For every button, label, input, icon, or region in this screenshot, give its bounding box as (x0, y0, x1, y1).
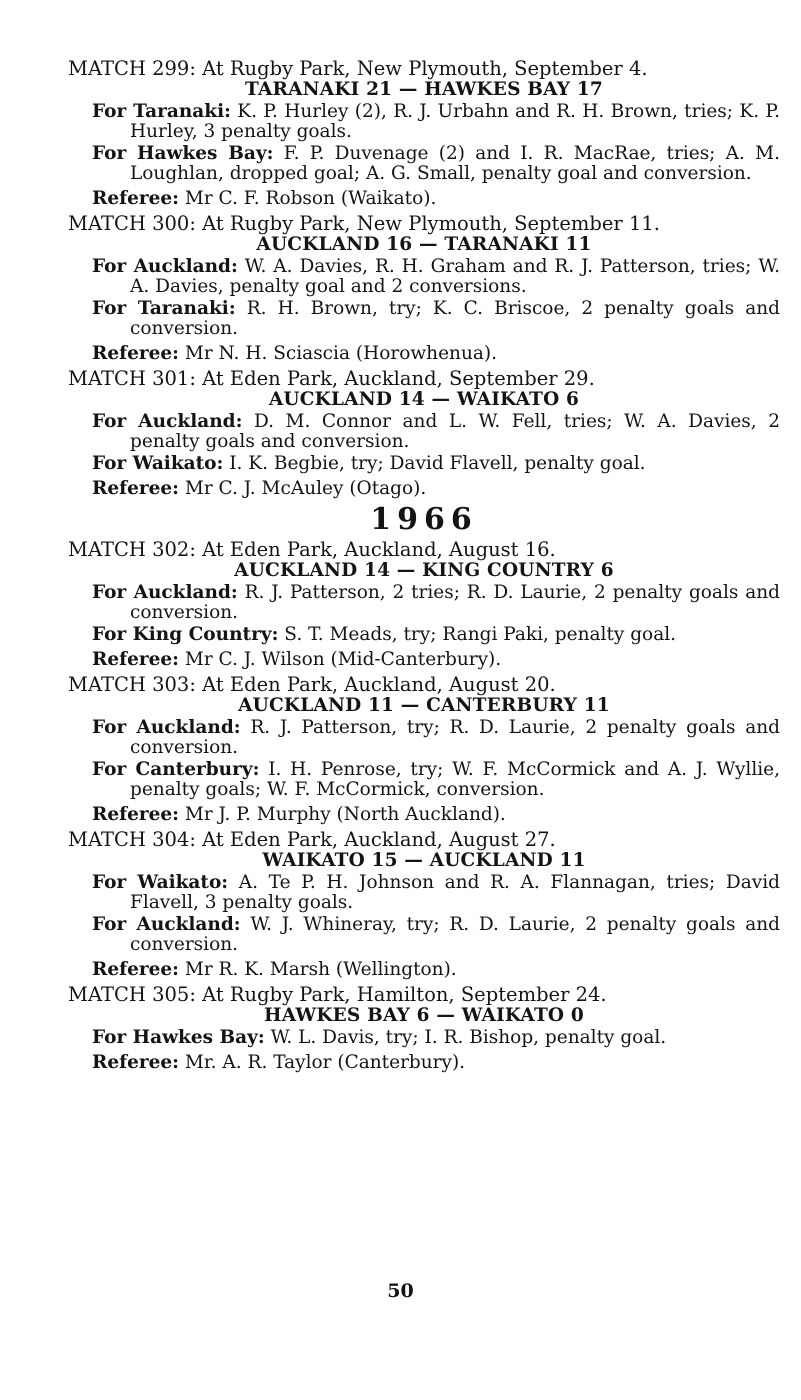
team-scorers (92, 759, 780, 800)
team-detail: W. L. Davis, try; I. R. Bishop, penalty goal. (264, 1027, 667, 1048)
match-heading: MATCH 301: At Eden Park, Auckland, September 29. (68, 367, 595, 390)
document-page (68, 58, 780, 1077)
match-300 (68, 213, 780, 364)
match-score: TARANAKI 21 — HAWKES BAY 17 (245, 79, 603, 100)
team-detail: I. H. Penrose, try; W. F. McCormick and A. J. Wyllie, penalty goals; W. F. McCormick, conversion. (130, 759, 780, 800)
section-1966 (68, 503, 780, 1073)
referee-label: Referee: (92, 188, 179, 209)
match-score: HAWKES BAY 6 — WAIKATO 0 (264, 1005, 584, 1026)
team-label: For Hawkes Bay: (92, 143, 274, 164)
team-detail: I. K. Begbie, try; David Flavell, penalty goal. (223, 453, 646, 474)
team-scorers (92, 717, 780, 758)
referee-label: Referee: (92, 649, 179, 670)
team-scorers (92, 411, 780, 452)
team-label: For Auckland: (92, 582, 238, 603)
team-label: For Auckland: (92, 914, 241, 935)
match-heading: MATCH 300: At Rugby Park, New Plymouth, September 11. (68, 212, 660, 235)
match-heading: MATCH 303: At Eden Park, Auckland, August 20. (68, 673, 556, 696)
referee-name: Mr C. F. Robson (Waikato). (179, 188, 437, 209)
match-299 (68, 58, 780, 209)
team-detail: F. P. Duvenage (2) and I. R. MacRae, tries; A. M. Loughlan, dropped goal; A. G. Small, penalty goal and conversion. (130, 143, 780, 184)
team-label: For Waikato: (92, 872, 229, 893)
referee-line (92, 804, 780, 825)
match-305 (68, 984, 780, 1073)
match-score: AUCKLAND 16 — TARANAKI 11 (256, 234, 592, 255)
referee-label: Referee: (92, 959, 179, 980)
team-label: For Waikato: (92, 453, 224, 474)
team-label: For Taranaki: (92, 298, 236, 319)
referee-label: Referee: (92, 804, 179, 825)
referee-name: Mr N. H. Sciascia (Horowhenua). (179, 343, 497, 364)
team-detail: K. P. Hurley (2), R. J. Urbahn and R. H. Brown, tries; K. P. Hurley, 3 penalty goals. (130, 101, 780, 142)
team-scorers (92, 101, 780, 142)
team-label: For Hawkes Bay: (92, 1027, 265, 1048)
match-score: AUCKLAND 14 — KING COUNTRY 6 (234, 560, 614, 581)
team-scorers (92, 298, 780, 339)
referee-name: Mr J. P. Murphy (North Auckland). (179, 804, 506, 825)
referee-name: Mr. A. R. Taylor (Canterbury). (179, 1052, 466, 1073)
referee-name: Mr R. K. Marsh (Wellington). (179, 959, 457, 980)
team-scorers (92, 582, 780, 623)
team-detail: R. J. Patterson, try; R. D. Laurie, 2 penalty goals and conversion. (130, 717, 780, 758)
section-1965 (68, 58, 780, 499)
referee-name: Mr C. J. Wilson (Mid-Canterbury). (179, 649, 502, 670)
team-scorers (92, 624, 780, 645)
team-label: For King Country: (92, 624, 279, 645)
team-detail: W. A. Davies, R. H. Graham and R. J. Patterson, tries; W. A. Davies, penalty goal and 2 conversions. (130, 256, 780, 297)
referee-label: Referee: (92, 1052, 179, 1073)
team-label: For Taranaki: (92, 101, 231, 122)
team-scorers (92, 143, 780, 184)
match-heading: MATCH 304: At Eden Park, Auckland, August 27. (68, 828, 556, 851)
team-label: For Canterbury: (92, 759, 260, 780)
page-number: 50 (387, 1280, 414, 1302)
referee-line (92, 959, 780, 980)
team-scorers (92, 1027, 780, 1048)
referee-line (92, 478, 780, 499)
match-heading: MATCH 299: At Rugby Park, New Plymouth, September 4. (68, 57, 648, 80)
referee-name: Mr C. J. McAuley (Otago). (179, 478, 427, 499)
team-detail: R. H. Brown, try; K. C. Briscoe, 2 penalty goals and conversion. (130, 298, 780, 339)
team-detail: W. J. Whineray, try; R. D. Laurie, 2 penalty goals and conversion. (130, 914, 780, 955)
referee-line (92, 1052, 780, 1073)
team-detail: D. M. Connor and L. W. Fell, tries; W. A. Davies, 2 penalty goals and conversion. (130, 411, 780, 452)
team-detail: R. J. Patterson, 2 tries; R. D. Laurie, 2 penalty goals and conversion. (130, 582, 780, 623)
match-heading: MATCH 305: At Rugby Park, Hamilton, September 24. (68, 983, 607, 1006)
team-detail: S. T. Meads, try; Rangi Paki, penalty goal. (278, 624, 677, 645)
referee-label: Referee: (92, 478, 179, 499)
match-303 (68, 674, 780, 825)
team-scorers (92, 914, 780, 955)
team-scorers (92, 453, 780, 474)
match-302 (68, 539, 780, 670)
year-heading: 1966 (370, 502, 478, 537)
match-score: AUCKLAND 11 — CANTERBURY 11 (238, 695, 610, 716)
team-label: For Auckland: (92, 411, 243, 432)
team-label: For Auckland: (92, 256, 238, 277)
team-detail: A. Te P. H. Johnson and R. A. Flannagan, tries; David Flavell, 3 penalty goals. (130, 872, 780, 913)
team-scorers (92, 872, 780, 913)
match-heading: MATCH 302: At Eden Park, Auckland, August 16. (68, 538, 556, 561)
match-304 (68, 829, 780, 980)
referee-line (92, 343, 780, 364)
match-301 (68, 368, 780, 499)
referee-label: Referee: (92, 343, 179, 364)
match-score: WAIKATO 15 — AUCKLAND 11 (262, 850, 586, 871)
referee-line (92, 649, 780, 670)
match-score: AUCKLAND 14 — WAIKATO 6 (268, 389, 580, 410)
team-scorers (92, 256, 780, 297)
team-label: For Auckland: (92, 717, 241, 738)
referee-line (92, 188, 780, 209)
